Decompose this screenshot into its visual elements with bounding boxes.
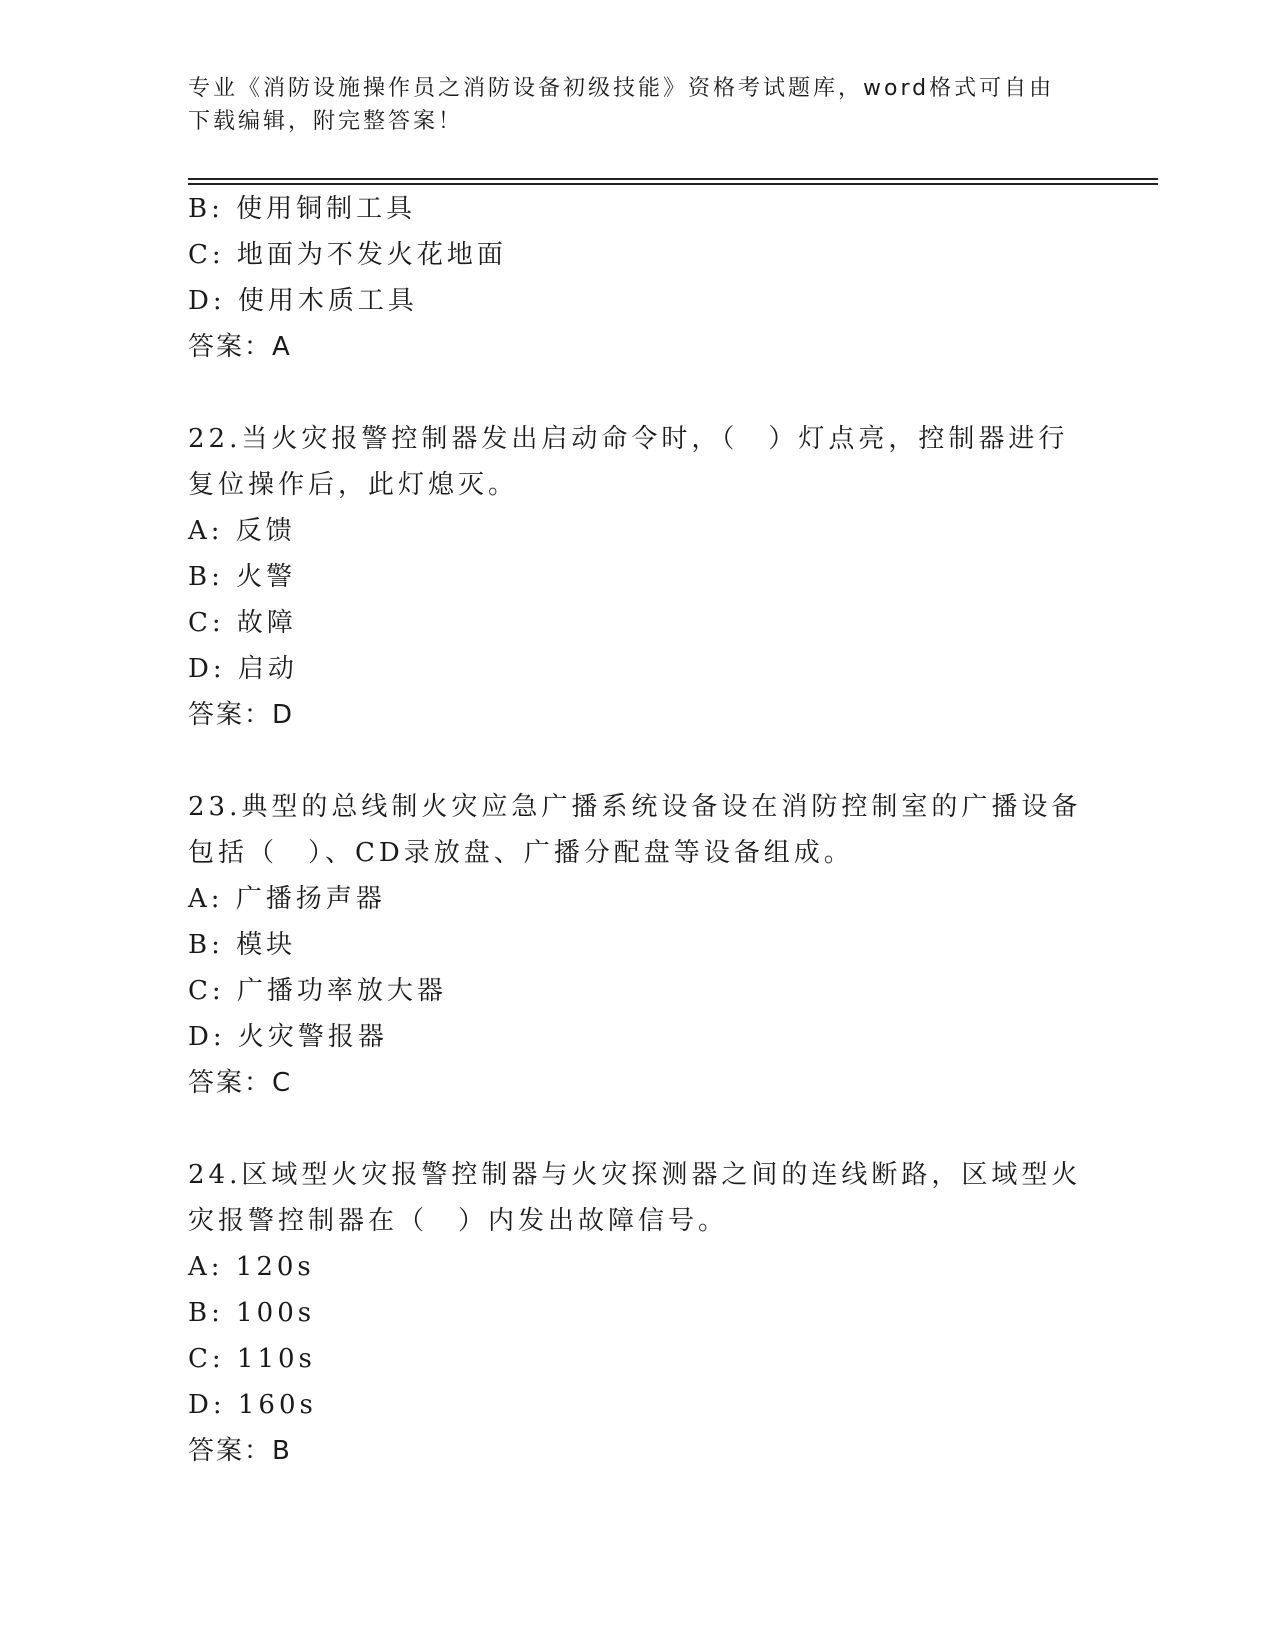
option-c: C: 地面为不发火花地面 (188, 240, 507, 270)
option-c: C: 110s (188, 1344, 316, 1374)
answer-label: 答案：A (188, 332, 292, 362)
option-d: D: 火灾警报器 (188, 1022, 388, 1052)
question-22 (188, 416, 1128, 738)
option-b: B: 100s (188, 1298, 316, 1328)
option-c: C: 故障 (188, 608, 297, 638)
option-b: B: 火警 (188, 562, 297, 592)
header-rule-bottom (188, 183, 1158, 185)
header-rule-top (188, 178, 1158, 180)
question-21-continued (188, 186, 1128, 370)
answer-label: 答案：D (188, 700, 295, 730)
option-d: D: 使用木质工具 (188, 286, 418, 316)
question-24 (188, 1152, 1128, 1474)
option-c: C: 广播功率放大器 (188, 976, 447, 1006)
question-list (188, 186, 1128, 1474)
option-d: D: 160s (188, 1390, 317, 1420)
option-b: B: 使用铜制工具 (188, 194, 417, 224)
option-a: A: 广播扬声器 (188, 884, 386, 914)
answer-label: 答案：B (188, 1436, 292, 1466)
option-b: B: 模块 (188, 930, 297, 960)
option-a: A: 反馈 (188, 516, 296, 546)
page-header: 专业《消防设施操作员之消防设备初级技能》资格考试题库，word格式可自由下载编辑，附完整答案！ (188, 76, 1055, 134)
option-a: A: 120s (188, 1252, 315, 1282)
question-stem: 22.当火灾报警控制器发出启动命令时，（ ）灯点亮，控制器进行复位操作后，此灯熄灭。 (188, 424, 1069, 500)
question-stem: 24.区域型火灾报警控制器与火灾探测器之间的连线断路，区域型火灾报警控制器在（ ）内发出故障信号。 (188, 1160, 1082, 1236)
question-23 (188, 784, 1128, 1106)
option-d: D: 启动 (188, 654, 298, 684)
question-stem: 23.典型的总线制火灾应急广播系统设备设在消防控制室的广播设备包括（ ）、CD录放盘、广播分配盘等设备组成。 (188, 792, 1082, 868)
answer-label: 答案：C (188, 1068, 293, 1098)
